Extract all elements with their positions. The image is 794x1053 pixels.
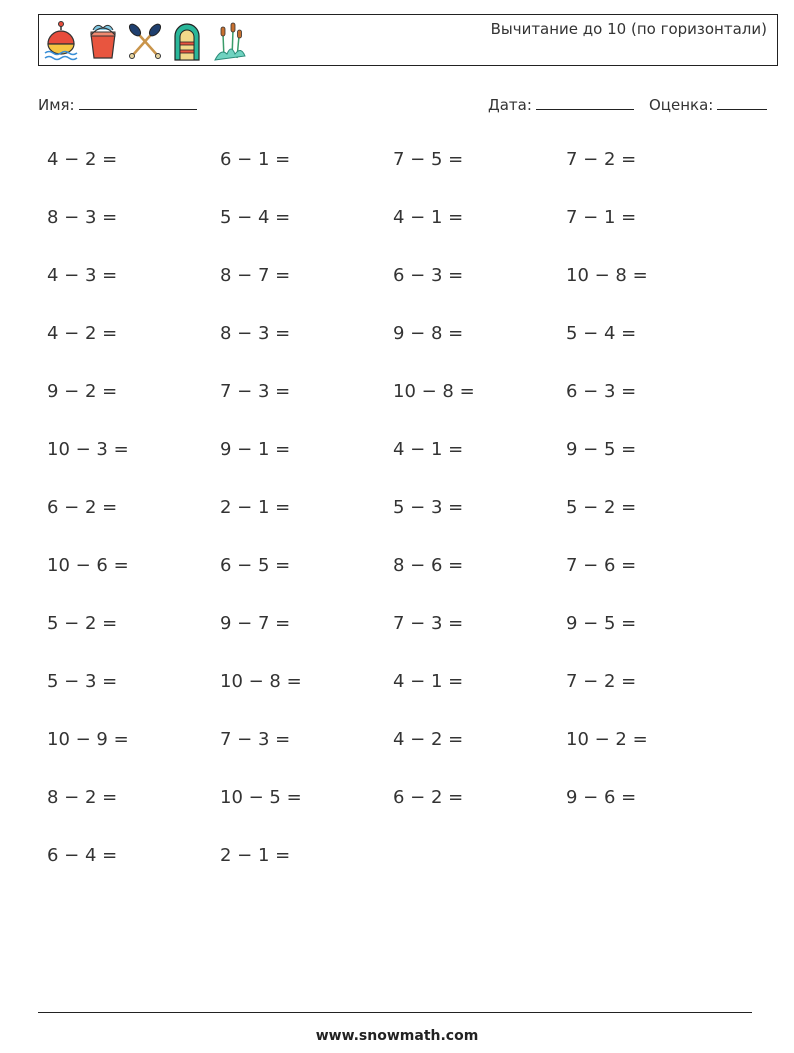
subtraction-problem: 6 − 4 = [47,845,118,866]
subtraction-problem: 9 − 5 = [566,613,637,634]
problem-row [47,436,747,494]
problem-row [47,320,747,378]
problem-row [47,262,747,320]
subtraction-problem: 10 − 2 = [566,729,648,750]
subtraction-problem: 5 − 4 = [566,323,637,344]
subtraction-problem: 10 − 8 = [220,671,302,692]
subtraction-problem: 6 − 1 = [220,149,291,170]
problem-row [47,494,747,552]
problem-row [47,726,747,784]
subtraction-problem: 9 − 1 = [220,439,291,460]
crossed-paddles-icon [127,20,163,62]
subtraction-problem: 6 − 5 = [220,555,291,576]
date-field[interactable] [488,94,634,114]
subtraction-problem: 10 − 6 = [47,555,129,576]
worksheet-title: Вычитание до 10 (по горизонтали) [490,20,767,38]
subtraction-problem: 6 − 3 = [566,381,637,402]
problem-row [47,146,747,204]
name-field[interactable] [38,94,197,114]
subtraction-problem: 10 − 3 = [47,439,129,460]
subtraction-problem: 4 − 1 = [393,439,464,460]
subtraction-problem: 2 − 1 = [220,845,291,866]
subtraction-problem: 8 − 2 = [47,787,118,808]
problem-row [47,610,747,668]
problem-grid [47,146,747,900]
subtraction-problem: 4 − 1 = [393,671,464,692]
subtraction-problem: 7 − 1 = [566,207,637,228]
subtraction-problem: 7 − 3 = [220,381,291,402]
subtraction-problem: 8 − 3 = [220,323,291,344]
subtraction-problem: 7 − 3 = [220,729,291,750]
subtraction-problem: 10 − 8 = [393,381,475,402]
score-blank[interactable] [717,94,767,110]
subtraction-problem: 5 − 3 = [393,497,464,518]
subtraction-problem: 8 − 3 = [47,207,118,228]
subtraction-problem: 4 − 3 = [47,265,118,286]
subtraction-problem: 7 − 2 = [566,671,637,692]
subtraction-problem: 4 − 1 = [393,207,464,228]
problem-row [47,204,747,262]
subtraction-problem: 4 − 2 = [393,729,464,750]
score-field[interactable] [649,94,767,114]
subtraction-problem: 7 − 5 = [393,149,464,170]
footer-url: www.snowmath.com [315,1028,479,1044]
subtraction-problem: 5 − 2 = [47,613,118,634]
subtraction-problem: 9 − 2 = [47,381,118,402]
inflatable-boat-icon [169,20,205,62]
subtraction-problem: 7 − 3 = [393,613,464,634]
subtraction-problem: 7 − 6 = [566,555,637,576]
name-label: Имя: [38,96,75,114]
subtraction-problem: 6 − 2 = [393,787,464,808]
subtraction-problem: 4 − 2 = [47,323,118,344]
subtraction-problem: 4 − 2 = [47,149,118,170]
worksheet-header [38,14,778,66]
reeds-icon [211,20,247,62]
footer-divider [38,1012,752,1013]
subtraction-problem: 2 − 1 = [220,497,291,518]
subtraction-problem: 5 − 2 = [566,497,637,518]
subtraction-problem: 8 − 7 = [220,265,291,286]
problem-row [47,378,747,436]
problem-row [47,784,747,842]
fishing-float-icon [43,20,79,62]
problem-row [47,668,747,726]
subtraction-problem: 9 − 8 = [393,323,464,344]
problem-row [47,842,747,900]
subtraction-problem: 5 − 4 = [220,207,291,228]
bucket-icon [85,20,121,62]
subtraction-problem: 5 − 3 = [47,671,118,692]
subtraction-problem: 9 − 5 = [566,439,637,460]
subtraction-problem: 7 − 2 = [566,149,637,170]
name-blank[interactable] [79,94,197,110]
date-label: Дата: [488,96,532,114]
subtraction-problem: 8 − 6 = [393,555,464,576]
date-blank[interactable] [536,94,634,110]
subtraction-problem: 9 − 7 = [220,613,291,634]
score-label: Оценка: [649,96,714,114]
subtraction-problem: 10 − 8 = [566,265,648,286]
subtraction-problem: 9 − 6 = [566,787,637,808]
subtraction-problem: 10 − 5 = [220,787,302,808]
problem-row [47,552,747,610]
subtraction-problem: 6 − 2 = [47,497,118,518]
subtraction-problem: 10 − 9 = [47,729,129,750]
header-icons [43,19,247,63]
subtraction-problem: 6 − 3 = [393,265,464,286]
